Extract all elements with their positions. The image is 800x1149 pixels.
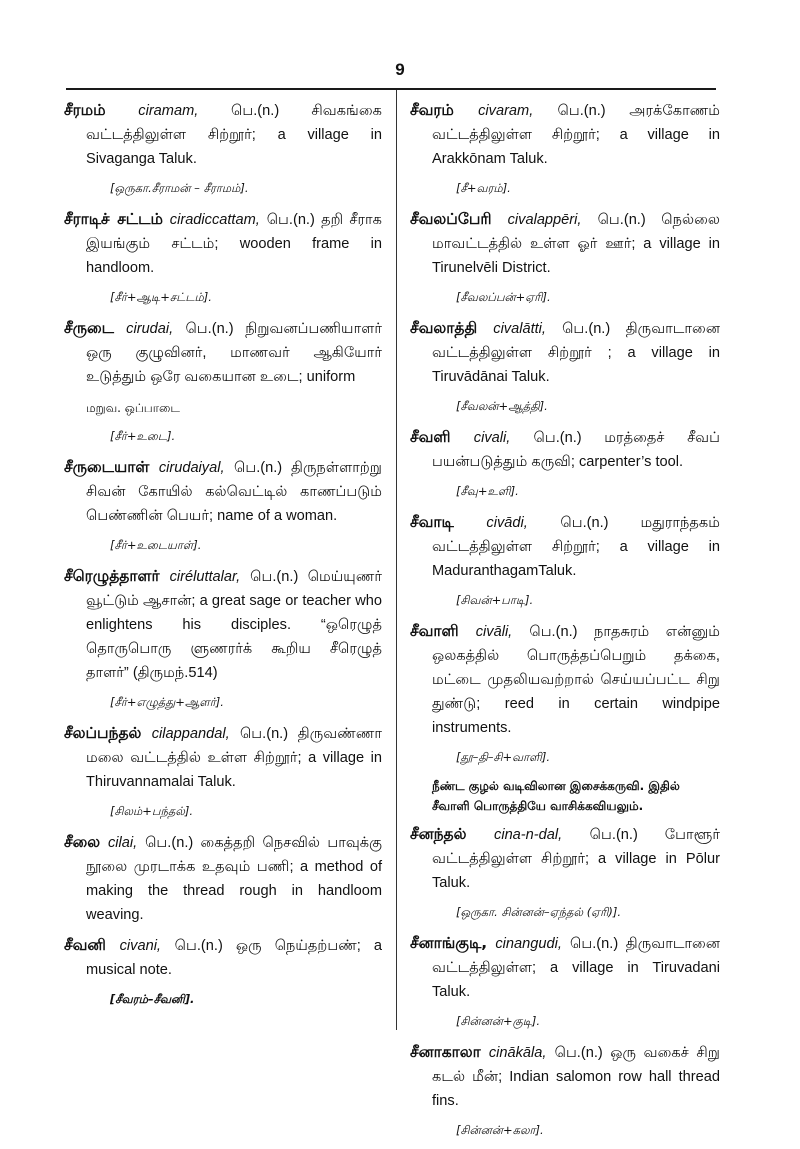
usage-note: நீண்ட குழல் வடிவிலான இசைக்கருவி. இதில் சீவாளி பொருத்தியே வாசிக்கவியலும். [432,779,680,813]
transliteration: civali, [473,430,511,446]
etymology: [சீர்+உடையாள்]. [110,538,202,552]
transliteration: civani, [119,938,161,954]
dictionary-entry [410,510,720,611]
dictionary-entry [410,1040,720,1141]
dictionary-entry [410,822,720,923]
definition: பெ.(n.) ஒரு நெய்தற்பண்; a musical note. [86,938,383,978]
headword: சீனந்தல் [410,825,467,843]
etymology: [சின்னன்+குடி]. [456,1014,541,1028]
dictionary-entry [410,98,720,199]
definition: பெ.(n.) திருநள்ளாற்று சிவன் கோயில் கல்வெட்டில் காணப்படும் பெண்ணின் பெயர்; name of a woman. [86,460,382,524]
transliteration: cilappandal, [151,726,230,742]
etymology: [ஒருகா. சின்னன்–ஏந்தல் (ஏரி)]. [456,905,622,919]
headword: சீவாளி [410,622,459,640]
definition: பெ.(n.) தறி சீராக இயங்கும் சட்டம்; wooden frame in handloom. [86,212,383,276]
right-column [410,98,720,1149]
dictionary-entry [64,830,382,927]
transliteration: civalātti, [493,321,546,337]
transliteration: cirudaiyal, [158,460,225,476]
etymology: [சீவலன்+ஆத்தி]. [456,399,548,413]
dictionary-entry [64,98,382,199]
dictionary-entry [64,721,382,822]
dictionary-entry [64,207,382,308]
headword: சீலை [64,833,101,851]
definition: பெ.(n.) திருவாடானை வட்டத்திலுள்ள சிற்றூர் ; a village in Tiruvādānai Taluk. [432,321,720,385]
etymology: [ஒருகா.சீராமன் – சீராமம்]. [110,181,249,195]
definition: பெ.(n.) மெய்யுணர் வூட்டும் ஆசான்; a great sage or teacher who enlightens his disciples. “ஒரெழுத் தொருபொரு ளுணரர்க் கூறிய சீரெழுத் தாளர்” (திருமந்.514) [86,569,383,681]
transliteration: civādi, [486,515,528,531]
page-number: 9 [395,60,405,79]
etymology: [சீர்+எழுத்து+ஆளர்]. [110,695,224,709]
definition: பெ.(n.) சிவகங்கை வட்டத்திலுள்ள சிற்றூர்; a village in Sivaganga Taluk. [86,103,382,167]
headword: சீருடை [64,319,114,337]
transliteration: cinākāla, [488,1045,547,1061]
headword: சீரெழுத்தாளர் [64,567,160,585]
dictionary-entry [410,425,720,502]
headword: சீருடையாள் [64,458,150,476]
definition: பெ.(n.) நாதசுரம் என்னும் ஒலகத்தில் பொருத்தப்பெறும் தக்கை, மட்டை முதலியவற்றால் செய்யப்பட்ட சிறு துண்டு; reed in certain windpipe instruments. [432,624,721,736]
transliteration: cinangudi, [495,936,562,952]
dictionary-entry [410,316,720,417]
left-column [64,98,382,1018]
transliteration: civalappēri, [507,212,582,228]
etymology: [சீர்+உடை]. [110,429,176,443]
dictionary-entry [64,933,382,1010]
headword: சீவாடி [410,513,454,531]
headword: சீலப்பந்தல் [64,724,142,742]
transliteration: ciréluttalar, [169,569,241,585]
definition: பெ.(n.) மதுராந்தகம் வட்டத்திலுள்ள சிற்றூர்; a village in MaduranthagamTaluk. [432,515,721,579]
transliteration: civaram, [478,103,534,119]
headword: சீனாகாலா [410,1043,481,1061]
transliteration: cina-n-dal, [494,827,563,843]
definition: பெ.(n.) திருவாடானை வட்டத்திலுள்ள; a village in Tiruvadani Taluk. [432,936,721,1000]
etymology: [சீவரம்–சீவனி]. [110,992,195,1006]
etymology: [சிவன்+பாடி]. [456,593,534,607]
transliteration: ciradiccattam, [169,212,260,228]
dictionary-entry [64,455,382,556]
headword: சீவலாத்தி [410,319,478,337]
definition: பெ.(n.) அரக்கோணம் வட்டத்திலுள்ள சிற்றூர்; a village in Arakkōnam Taluk. [432,103,721,167]
etymology: [தூ–தி–சி+வாளி]. [456,750,551,764]
header-rule [66,88,716,90]
headword: சீவலப்பேரி [410,210,492,228]
etymology: [சின்னன்+கலா]. [456,1123,544,1137]
etymology: [சீ+வரம்]. [456,181,511,195]
etymology: [சீர்+ஆடி+சட்டம்]. [110,290,212,304]
definition: பெ.(n.) ஒரு வகைச் சிறு கடல் மீன்; Indian salomon row hall thread fins. [432,1045,720,1109]
etymology: [சிலம்+பந்தல்]. [110,804,194,818]
headword: சீனாங்குடி, [410,934,488,952]
synonym-note: மறுவ. ஒப்பாடை [86,401,180,415]
definition: பெ.(n.) நெல்லை மாவட்டத்தில் உள்ள ஓர் ஊர்; a village in Tirunelvēli District. [432,212,721,276]
headword: சீவரம் [410,101,454,119]
column-divider [396,90,397,1030]
definition: பெ.(n.) நிறுவனப்பணியாளர் ஒரு குழுவினர், மாணவர் ஆகியோர் உடுத்தும் ஒரே வகையான உடை; uniform [86,321,382,385]
headword: சீவளி [410,428,451,446]
definition: பெ.(n.) போளூர் வட்டத்திலுள்ள சிற்றூர்; a village in Pōlur Taluk. [432,827,720,891]
dictionary-entry [410,207,720,308]
definition: பெ.(n.) திருவண்ணா மலை வட்டத்தில் உள்ள சிற்றூர்; a village in Thiruvannamalai Taluk. [86,726,383,790]
headword: சீவனி [64,936,106,954]
definition: பெ.(n.) கைத்தறி நெசவில் பாவுக்கு நூலை முரடாக்க உதவும் பணி; a method of making the thread rough in handloom weaving. [86,835,383,923]
definition: பெ.(n.) மரத்தைச் சீவப் பயன்படுத்தும் கருவி; carpenter’s tool. [432,430,721,470]
dictionary-entry [410,619,720,816]
transliteration: cilai, [108,835,138,851]
etymology: [சீவு+உளி]. [456,484,519,498]
etymology: [சீவலப்பன்+ஏரி]. [456,290,551,304]
headword: சீராடிச் சட்டம் [64,210,163,228]
transliteration: ciramam, [138,103,199,119]
headword: சீரமம் [64,101,106,119]
transliteration: civāli, [475,624,513,640]
dictionary-entry [64,316,382,447]
transliteration: cirudai, [126,321,174,337]
dictionary-entry [64,564,382,713]
dictionary-entry [410,931,720,1032]
